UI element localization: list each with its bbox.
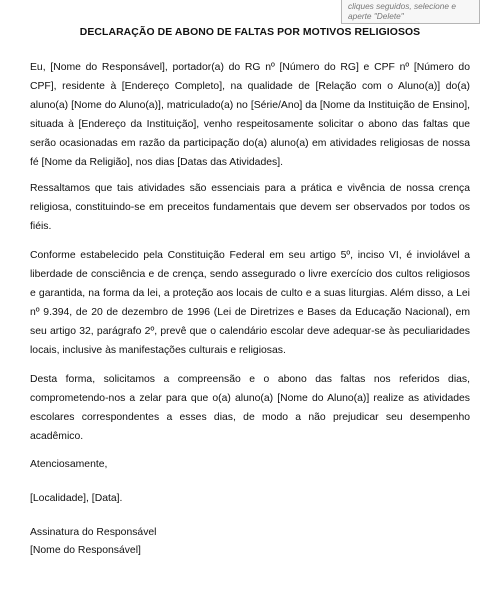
place-and-date: [Localidade], [Data]. [30,493,123,504]
closing-salutation: Atenciosamente, [30,459,108,470]
signature-name: [Nome do Responsável] [30,545,141,556]
paragraph-emphasis: Ressaltamos que tais atividades são essenciais para a prática e vivência de nossa crença religiosa, constituindo-se em preceitos fundamentais que devem ser observados por todos os fiéis. [30,183,470,232]
hint-line-2: aperte "Delete" [348,10,404,21]
hint-line-1: cliques seguidos, selecione e [348,1,456,11]
paragraph-request: Desta forma, solicitamos a compreensão e o abono das faltas nos referidos dias, comprometendo-nos a zelar para que o(a) aluno(a) [Nome do Aluno(a)] realize as atividades escolares correspondentes a esses dias, de modo a não prejudicar seu desempenho acadêmico. [30,374,470,442]
signature-label: Assinatura do Responsável [30,527,157,538]
document-title: DECLARAÇÃO DE ABONO DE FALTAS POR MOTIVOS RELIGIOSOS [79,27,421,38]
instruction-hint [341,0,480,24]
paragraph-declaration: Eu, [Nome do Responsável], portador(a) do RG nº [Número do RG] e CPF nº [Número do CPF], residente à [Endereço Completo], na qualidade de [Relação com o Aluno(a)] do(a) aluno(a) [Nome do Aluno(a)], matriculado(a) no [Série/Ano] da [Nome da Instituição de Ensino], situada à [Endereço da Instituição], venho respeitosamente solicitar o abono das faltas que serão ocasionadas em razão da participação do(a) aluno(a) em atividades religiosas de nossa fé [Nome da Religião], nos dias [Datas das Atividades]. [30,62,470,168]
paragraph-legal-basis: Conforme estabelecido pela Constituição Federal em seu artigo 5º, inciso VI, é inviolável a liberdade de consciência e de crença, sendo assegurado o livre exercício dos cultos religiosos e garantida, na forma da lei, a proteção aos locais de culto e a suas liturgias. Além disso, a Lei nº 9.394, de 20 de dezembro de 1996 (Lei de Diretrizes e Bases da Educação Nacional), em seu artigo 32, parágrafo 2º, prevê que o calendário escolar deve adequar-se às peculiaridades locais, inclusive às manifestações culturais e religiosas. [30,250,470,356]
